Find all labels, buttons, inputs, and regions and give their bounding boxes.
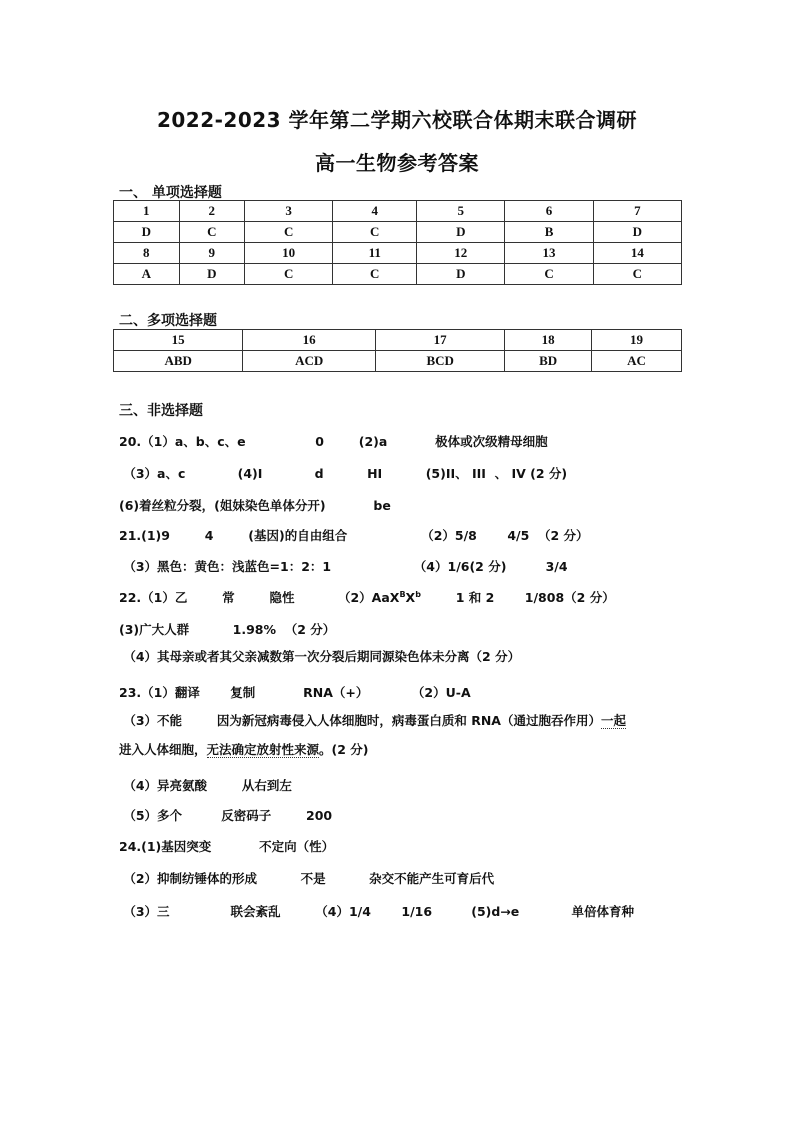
single-choice-answer-table (113, 200, 682, 285)
section-heading-single-choice: 一、 单项选择题 (119, 185, 222, 201)
q23-emphasis-source: 无法确定放射性来源 (206, 742, 320, 757)
question-number-cell: 2 (179, 201, 245, 222)
q22-line-1-part-b: X (405, 590, 416, 605)
q23-line-3-part-a: 进入人体细胞， (119, 742, 207, 757)
question-number-cell: 17 (375, 330, 504, 351)
question-number-cell: 3 (245, 201, 333, 222)
section-heading-multiple-choice: 二、多项选择题 (119, 313, 217, 329)
answer-cell: D (417, 222, 505, 243)
q22-line-2: (3)广大人群 1.98% （2 分） (119, 622, 336, 637)
answer-cell: C (179, 222, 245, 243)
answer-cell: B (505, 222, 593, 243)
question-number-cell: 19 (592, 330, 682, 351)
question-number-cell: 8 (114, 243, 180, 264)
answer-cell: ACD (243, 351, 376, 372)
q23-line-2-part-a: （3）不能 因为新冠病毒侵入人体细胞时，病毒蛋白质和 RNA（通过胞吞作用） (119, 713, 601, 728)
q23-line-3-part-c: 。(2 分) (319, 742, 369, 757)
q23-line-5: （5）多个 反密码子 200 (119, 808, 333, 823)
question-number-cell: 13 (505, 243, 593, 264)
multiple-choice-answer-table (113, 329, 682, 372)
answer-cell: D (114, 222, 180, 243)
answer-cell: BCD (375, 351, 504, 372)
answer-cell: D (179, 264, 245, 285)
question-number-cell: 16 (243, 330, 376, 351)
q20-line-1: 20.（1）a、b、c、e 0 (2)a 极体或次级精母细胞 (119, 434, 548, 449)
question-number-cell: 11 (333, 243, 417, 264)
answer-cell: C (593, 264, 681, 285)
question-number-cell: 6 (505, 201, 593, 222)
answer-cell: D (593, 222, 681, 243)
answer-cell: C (245, 264, 333, 285)
answer-cell: D (417, 264, 505, 285)
q20-line-3: (6)着丝粒分裂，(姐妹染色单体分开) be (119, 498, 391, 513)
answer-cell: C (333, 222, 417, 243)
answer-cell: ABD (114, 351, 243, 372)
q21-line-2: （3）黑色：黄色：浅蓝色=1：2：1 （4）1/6(2 分) 3/4 (119, 559, 568, 574)
q24-line-2: （2）抑制纺锤体的形成 不是 杂交不能产生可育后代 (119, 871, 495, 886)
q23-line-3 (119, 740, 369, 758)
answer-cell: AC (592, 351, 682, 372)
question-number-cell: 7 (593, 201, 681, 222)
q22-line-3: （4）其母亲或者其父亲减数第一次分裂后期同源染色体未分离（2 分） (119, 649, 521, 664)
table-row (114, 330, 682, 351)
q22-line-1-part-a: 22.（1）乙 常 隐性 （2）AaX (119, 590, 400, 605)
table-row (114, 264, 682, 285)
section-heading-non-choice: 三、非选择题 (119, 403, 203, 419)
q22-line-1 (119, 588, 615, 606)
question-number-cell: 9 (179, 243, 245, 264)
superscript-b-upper: B (399, 589, 406, 599)
q23-line-4: （4）异亮氨酸 从右到左 (119, 778, 292, 793)
q24-line-3: （3）三 联会紊乱 （4）1/4 1/16 (5)d→e 单倍体育种 (119, 904, 634, 919)
question-number-cell: 12 (417, 243, 505, 264)
q23-line-2 (119, 711, 626, 729)
q21-line-1: 21.(1)9 4 (基因)的自由组合 （2）5/8 4/5 （2 分） (119, 528, 589, 543)
question-number-cell: 15 (114, 330, 243, 351)
q20-line-2: （3）a、c (4)I d HI (5)II、 III 、 IV (2 分) (119, 466, 568, 481)
question-number-cell: 5 (417, 201, 505, 222)
table-row (114, 351, 682, 372)
question-number-cell: 1 (114, 201, 180, 222)
q22-line-1-part-c: 1 和 2 1/808（2 分） (420, 590, 615, 605)
question-number-cell: 18 (505, 330, 592, 351)
page-title: 2022-2023 学年第二学期六校联合体期末联合调研 (156, 108, 638, 132)
q24-line-1: 24.(1)基因突变 不定向（性） (119, 839, 335, 854)
q23-emphasis-together: 一起 (600, 713, 626, 728)
answer-cell: BD (505, 351, 592, 372)
q23-line-1: 23.（1）翻译 复制 RNA（+） （2）U-A (119, 685, 471, 700)
table-row (114, 201, 682, 222)
answer-cell: C (333, 264, 417, 285)
table-row (114, 243, 682, 264)
superscript-b-lower: b (415, 589, 421, 599)
answer-cell: A (114, 264, 180, 285)
answer-cell: C (505, 264, 593, 285)
answer-cell: C (245, 222, 333, 243)
page-subtitle: 高一生物参考答案 (315, 151, 479, 175)
question-number-cell: 10 (245, 243, 333, 264)
question-number-cell: 14 (593, 243, 681, 264)
question-number-cell: 4 (333, 201, 417, 222)
table-row (114, 222, 682, 243)
